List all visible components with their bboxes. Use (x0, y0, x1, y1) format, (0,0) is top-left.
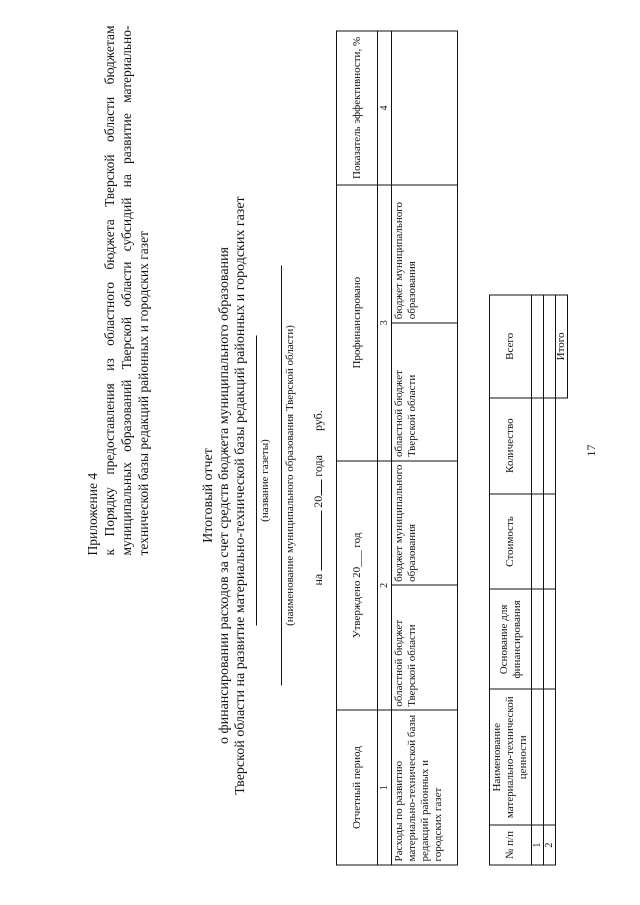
year-blank (321, 479, 322, 495)
header-quantity: Количество (490, 397, 532, 493)
report-title-line-3: Тверской области на развитие материально-технической базы редакций районных и городских газет (233, 195, 248, 795)
appendix-text: к Порядку предоставления из областного бюджета Тверской области бюджетам муниципальных образований Тверской области субсидий на развитие материально-технической базы редакций районных и городских газет (102, 25, 151, 555)
total-label: Итого (556, 295, 568, 398)
column-number: 3 (378, 184, 392, 460)
subheader-municipal-budget: бюджет муниципального образования (392, 460, 458, 585)
municipality-name-line (281, 265, 282, 685)
municipality-caption: (наименование муниципального образования Тверской области) (284, 324, 296, 626)
financing-table (336, 30, 458, 865)
date-year-prefix: 20 (311, 495, 325, 508)
table-cell (532, 397, 544, 493)
subheader-regional-budget: областной бюджет Тверской области (392, 322, 458, 460)
table-cell (532, 493, 544, 589)
subheader-regional-budget: областной бюджет Тверской области (392, 585, 458, 710)
table-cell (532, 589, 544, 689)
blank-cell (556, 397, 568, 864)
column-number: 1 (378, 710, 392, 865)
header-row-number: № п/п (490, 825, 532, 865)
subheader-municipal-budget: бюджет муниципального образования (392, 184, 458, 322)
appendix-title: Приложение 4 (85, 472, 100, 555)
header-financing-basis: Основание для финансирования (490, 589, 532, 689)
header-cost: Стоимость (490, 493, 532, 589)
appendix-header (84, 25, 152, 555)
table-cell (544, 689, 556, 825)
date-prefix: на (311, 573, 325, 585)
header-period: Отчетный период (337, 710, 378, 865)
report-title (201, 165, 249, 825)
header-approved: Утверждено 20___ год (337, 460, 378, 710)
date-blank (321, 510, 322, 570)
report-title-line-1: Итоговый отчет (201, 447, 216, 543)
row-number: 2 (544, 825, 556, 865)
table-cell (544, 589, 556, 689)
newspaper-name-line (256, 335, 257, 625)
currency-label: руб. (311, 409, 325, 431)
table-cell (544, 493, 556, 589)
header-financed: Профинансировано (337, 184, 378, 460)
header-total: Всего (490, 295, 532, 398)
report-date-line (311, 265, 326, 585)
assets-table (489, 294, 568, 865)
report-title-line-2: о финансировании расходов за счет средств бюджета муниципального образования (217, 246, 232, 744)
column-number: 4 (378, 31, 392, 185)
table-cell (392, 31, 458, 185)
column-number: 2 (378, 460, 392, 710)
row-number: 1 (532, 825, 544, 865)
date-year-suffix: года (311, 454, 325, 477)
newspaper-caption: (название газеты) (259, 438, 271, 522)
table-cell (544, 397, 556, 493)
page-number: 17 (584, 444, 598, 456)
row-label-expenses: Расходы по развитию материально-технической базы редакций районных и городских газет (392, 710, 458, 865)
table-cell (544, 295, 556, 398)
table-cell (532, 689, 544, 825)
header-efficiency: Показатель эффективности, % (337, 31, 378, 185)
header-asset-name: Наименование материально-технической ценности (490, 689, 532, 825)
table-cell (532, 295, 544, 398)
